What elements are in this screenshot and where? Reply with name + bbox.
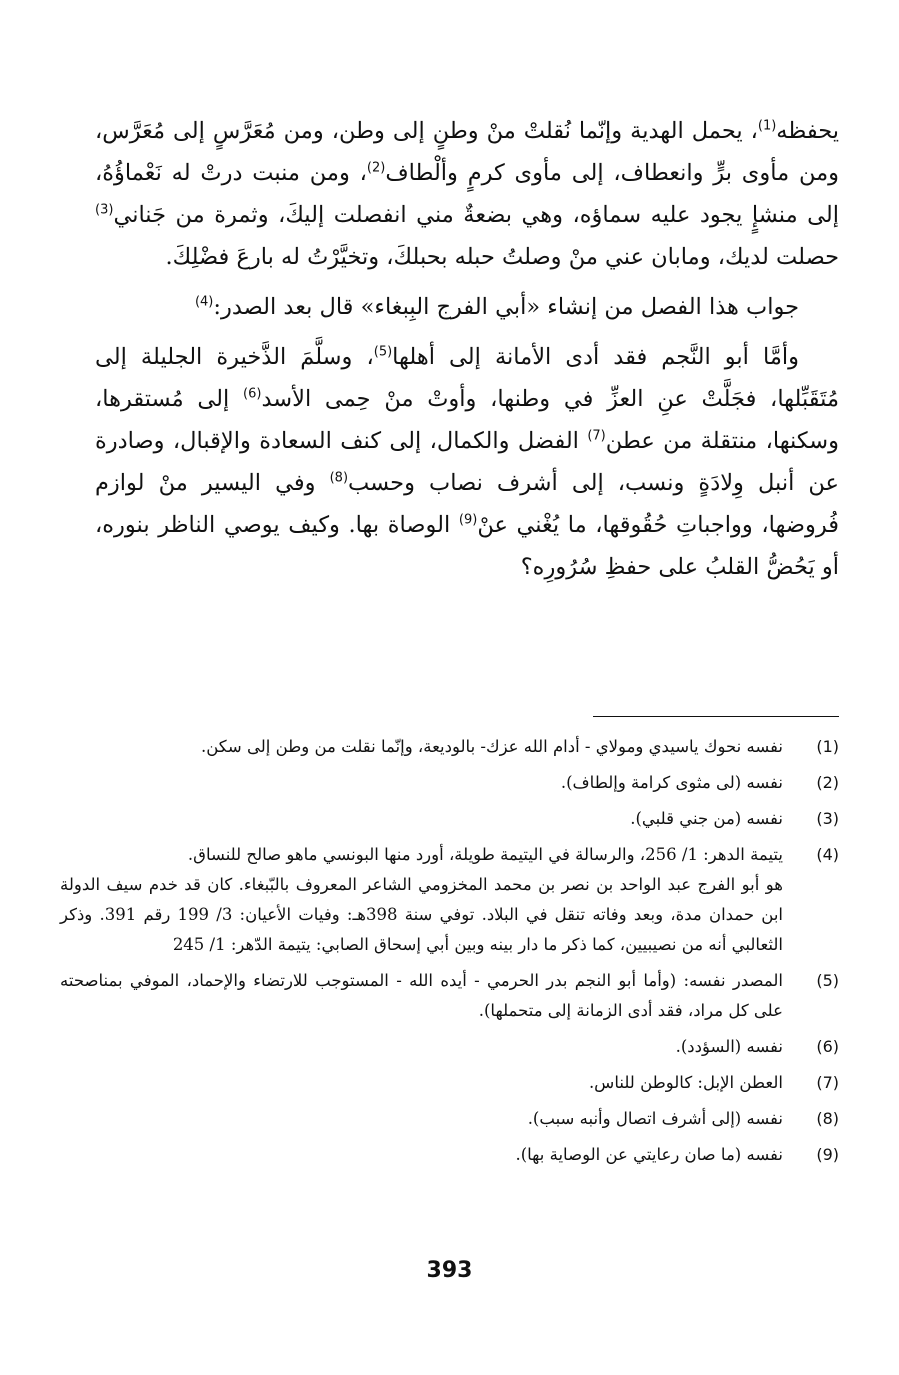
footnote-ref[interactable]: (6) [243, 386, 262, 402]
footnote-item [60, 732, 839, 762]
footnote-number: (9) [816, 1145, 839, 1164]
text-run: وفي اليسير منْ لوازم فُروضها، وواجباتِ حُقُوقها، ما يُغْني عنْ [95, 470, 839, 538]
footnote-ref[interactable]: (7) [587, 428, 606, 444]
footnote-text: نفسه (إلى أشرف اتصال وأنبه سبب). [527, 1109, 783, 1128]
footnote-ref[interactable]: (4) [194, 294, 214, 310]
footnote-text: يتيمة الدهر: 1/ 256، والرسالة في اليتيمة طويلة، أورد منها البونسي ماهو صالح للنساق. [187, 845, 783, 864]
footnote-text: نفسه (السؤدد). [675, 1037, 783, 1056]
footnote-item [60, 1140, 839, 1170]
footnote-ref[interactable]: (5) [373, 344, 393, 360]
footnote-text: نفسه (من جني قلبي). [630, 809, 783, 828]
footnote-number: (2) [816, 773, 839, 792]
footnote-separator [593, 716, 839, 717]
footnote-number: (1) [816, 737, 839, 756]
text-run: جواب هذا الفصل من إنشاء «أبي الفرج البِبغاء» قال بعد الصدر: [213, 294, 799, 320]
footnote-item [60, 804, 839, 834]
footnote-number: (4) [816, 845, 839, 864]
paragraph-1 [95, 110, 839, 278]
paragraph-3 [95, 336, 839, 588]
footnote-ref[interactable]: (3) [95, 202, 114, 218]
main-text [95, 110, 839, 588]
footnotes [60, 732, 839, 1176]
footnote-number: (6) [816, 1037, 839, 1056]
footnote-ref[interactable]: (2) [366, 160, 386, 176]
text-run: وأمَّا أبو النَّجم فقد أدى الأمانة إلى أهلها [392, 344, 799, 370]
footnote-item [60, 840, 839, 960]
footnote-text: نفسه نحوك ياسيدي ومولاي - أدام الله عزك- بالوديعة، وإنّما نقلت من وطن إلى سكن. [200, 737, 783, 756]
text-run: إلى مُستقرها، وسكنها، منتقلة من عطن [95, 386, 839, 454]
footnote-ref[interactable]: (1) [757, 118, 777, 134]
footnote-item [60, 768, 839, 798]
text-run: حصلت لديك، ومابان عني منْ وصلتُ حبله بحبلكَ، وتخيَّرْتُ له بارعَ فضْلِكَ. [165, 244, 839, 270]
text-run: ، وسلَّمَ الذَّخيرة الجليلة إلى مُتَقَبِّلها، فجَلَّتْ عنِ العزِّ في وطنها، وأوتْ منْ حِمى الأسد [95, 344, 840, 412]
paragraph-2 [95, 286, 839, 328]
footnote-text: هو أبو الفرج عبد الواحد بن نصر بن محمد المخزومي الشاعر المعروف بالبّبغاء. كان قد خدم سيف الدولة ابن حمدان مدة، وبعد وفاته تنقل في البلاد. توفي سنة 398هـ: وفيات الأعيان: 3/ 199 رقم 391. وذكر الثعالبي أنه من نصيبيين، كما ذكر ما دار بينه وبين أبي إسحاق الصابي: يتيمة الدّهر: 1/ 245 [60, 875, 784, 954]
text-run: يحفظه [776, 118, 839, 144]
text-run: الفضل والكمال، إلى كنف السعادة والإقبال، وصادرة عن أنبل وِلادَةٍ ونسب، إلى أشرف نصاب وحسب [95, 428, 839, 496]
footnote-number: (7) [816, 1073, 839, 1092]
footnote-item [60, 1068, 839, 1098]
footnote-text: نفسه (ما صان رعايتي عن الوصاية بها). [515, 1145, 783, 1164]
footnote-number: (5) [816, 971, 839, 990]
footnote-ref[interactable]: (8) [329, 470, 349, 486]
footnote-number: (3) [816, 809, 839, 828]
footnote-number: (8) [816, 1109, 839, 1128]
page-number: 393 [426, 1258, 473, 1283]
footnote-item [60, 1104, 839, 1134]
footnote-item [60, 966, 839, 1026]
footnote-text: نفسه (لى مثوى كرامة وإلطاف). [560, 773, 783, 792]
text-run: ، ومن منبت درتْ له نَعْماؤُهُ، إلى منشإٍ يجود عليه سماؤه، وهي بضعةٌ مني انفصلت إليكَ، وثمرة من جَناني [95, 160, 839, 228]
footnote-ref[interactable]: (9) [458, 512, 478, 528]
footnote-item [60, 1032, 839, 1062]
text-run: ، يحمل الهدية وإنّما نُقلتْ منْ وطنٍ إلى وطن، ومن مُعَرَّسٍ إلى مُعَرَّس، ومن مأوى برٍّ وانعطاف، إلى مأوى كرمٍ وألْطاف [95, 118, 839, 186]
footnote-text: العطن الإبل: كالوطن للناس. [588, 1073, 783, 1092]
footnote-text: المصدر نفسه: (وأما أبو النجم بدر الحرمي - أيده الله - المستوجب للارتضاء والإحماد، الموفي بمناصحته على كل مراد، فقد أدى الزمانة إلى متحملها). [60, 971, 783, 1020]
text-run: الوصاة بها. وكيف يوصي الناظر بنوره، أو يَحُضُّ القلبُ على حفظِ سُرُورِه؟ [95, 512, 839, 580]
